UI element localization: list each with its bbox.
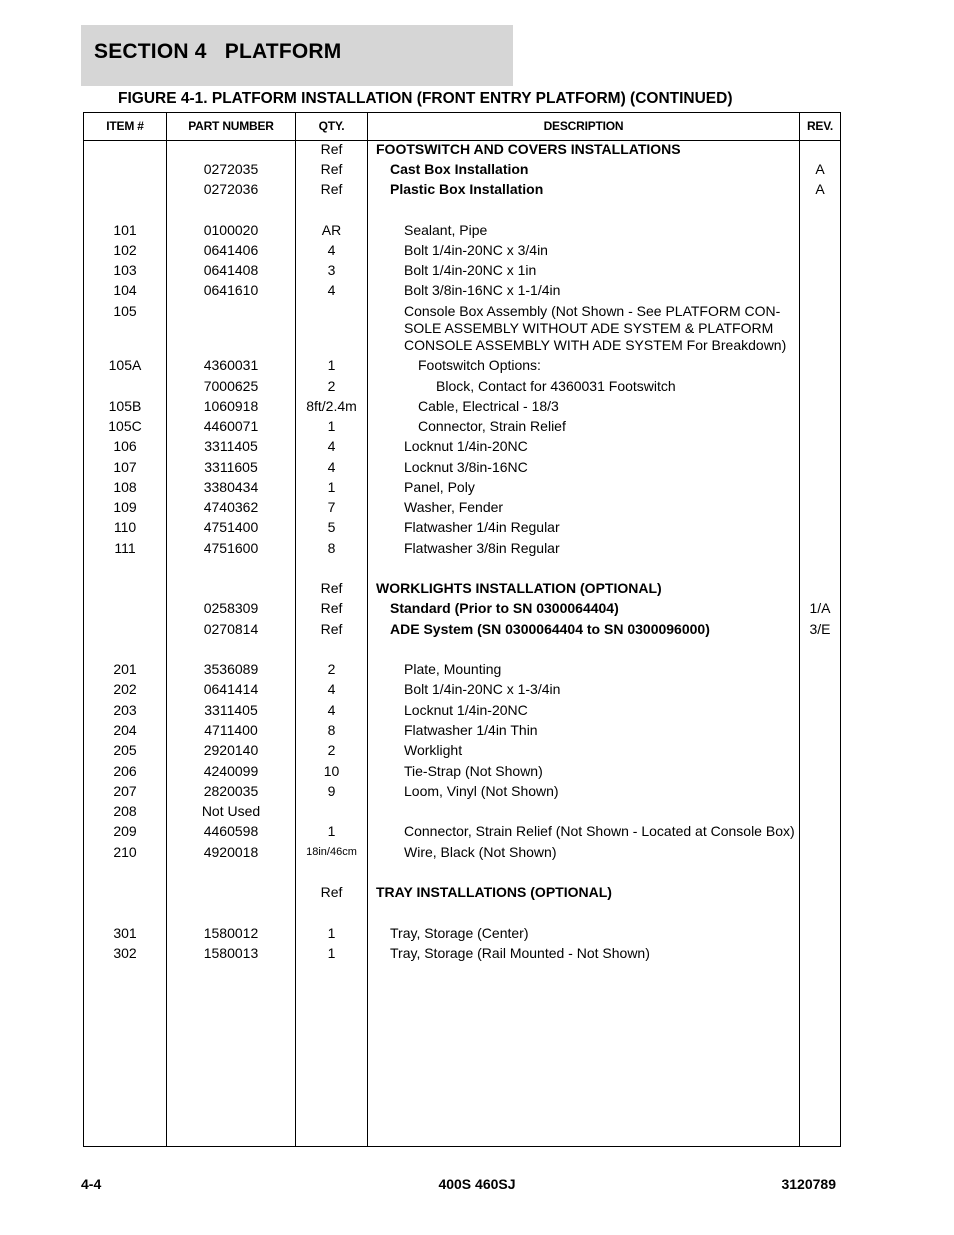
item-number: 210 [113, 844, 137, 860]
description-line: CONSOLE ASSEMBLY WITH ADE SYSTEM For Breakdown) [404, 337, 787, 353]
part-number: 4360031 [203, 357, 259, 373]
part-number: 3536089 [203, 661, 259, 677]
description [372, 742, 830, 759]
quantity: 4 [327, 702, 336, 718]
header-description: DESCRIPTION [543, 119, 624, 133]
page-number: 4-4 [81, 1176, 102, 1192]
part-number: 0100020 [203, 222, 259, 238]
quantity: Ref [320, 600, 343, 616]
description-line: Footswitch Options: [418, 357, 541, 373]
description [372, 181, 816, 198]
quantity: 9 [327, 783, 336, 799]
part-number: 4460598 [203, 823, 259, 839]
description-line: Flatwasher 3/8in Regular [404, 540, 560, 556]
quantity: 8 [327, 722, 336, 738]
part-number: 4460071 [203, 418, 259, 434]
description-line: WORKLIGHTS INSTALLATION (OPTIONAL) [376, 580, 662, 596]
description-line: Console Box Assembly (Not Shown - See PLATFORM CON- [404, 303, 781, 319]
part-number: 3311605 [204, 459, 258, 475]
description-line: Cast Box Installation [390, 161, 529, 177]
document-number: 3120789 [781, 1176, 836, 1192]
description-line: Connector, Strain Relief (Not Shown - Located at Console Box) [404, 823, 795, 839]
part-number: 4920018 [203, 844, 259, 860]
header-item: ITEM # [106, 119, 144, 133]
quantity: 1 [327, 418, 336, 434]
description [372, 519, 830, 536]
description [372, 357, 844, 374]
description [372, 702, 830, 719]
item-number: 206 [113, 763, 137, 779]
quantity: AR [321, 222, 342, 238]
part-number: 4711400 [204, 722, 258, 738]
item-number: 302 [113, 945, 137, 961]
item-number: 202 [113, 681, 137, 697]
figure-title: FIGURE 4-1. PLATFORM INSTALLATION (FRONT ENTRY PLATFORM) (CONTINUED) [118, 90, 733, 107]
revision: A [815, 161, 825, 177]
quantity: 5 [327, 519, 336, 535]
quantity: 2 [327, 378, 336, 394]
item-number: 204 [113, 722, 137, 738]
description-line: Locknut 1/4in-20NC [404, 702, 528, 718]
item-number: 102 [113, 242, 137, 258]
quantity: 8ft/2.4m [306, 398, 357, 414]
item-number: 101 [113, 222, 137, 238]
item-number: 208 [113, 803, 137, 819]
description [372, 600, 816, 617]
quantity: 10 [323, 763, 340, 779]
part-number: 0272036 [203, 181, 259, 197]
item-number: 301 [113, 925, 137, 941]
quantity: 4 [327, 438, 336, 454]
item-number: 209 [113, 823, 137, 839]
description [372, 242, 830, 259]
quantity: Ref [320, 621, 343, 637]
quantity: 1 [327, 925, 336, 941]
description-line: Worklight [404, 742, 463, 758]
item-number: 107 [113, 459, 137, 475]
description-line: Flatwasher 1/4in Regular [404, 519, 560, 535]
item-number: 105 [113, 303, 137, 319]
description [372, 681, 830, 698]
item-number: 105C [108, 418, 142, 434]
description-line: Wire, Black (Not Shown) [404, 844, 557, 860]
description-line: Standard (Prior to SN 0300064404) [390, 600, 619, 616]
description-line: Washer, Fender [404, 499, 504, 515]
description [372, 722, 830, 739]
description [372, 945, 816, 962]
quantity: 1 [327, 479, 336, 495]
item-number: 201 [113, 661, 137, 677]
description-line: SOLE ASSEMBLY WITHOUT ADE SYSTEM & PLATFORM [404, 320, 774, 336]
part-number: 7000625 [203, 378, 259, 394]
description-line: Locknut 1/4in-20NC [404, 438, 528, 454]
item-number: 105A [108, 357, 142, 373]
part-number: 0641414 [203, 681, 259, 697]
quantity: 1 [327, 945, 336, 961]
description-line: Panel, Poly [404, 479, 475, 495]
part-number: 2820035 [203, 783, 259, 799]
description-line: Tray, Storage (Center) [390, 925, 529, 941]
quantity: 2 [327, 661, 336, 677]
description-line: Bolt 1/4in-20NC x 3/4in [404, 242, 548, 258]
quantity: 2 [327, 742, 336, 758]
quantity: 3 [327, 262, 336, 278]
description-line: Locknut 3/8in-16NC [404, 459, 528, 475]
header-qty: QTY. [318, 119, 345, 133]
revision: 1/A [809, 600, 831, 616]
quantity: Ref [320, 580, 343, 596]
description-line: Cable, Electrical - 18/3 [418, 398, 559, 414]
description-line: TRAY INSTALLATIONS (OPTIONAL) [376, 884, 612, 900]
description-line: Tray, Storage (Rail Mounted - Not Shown) [390, 945, 650, 961]
description [372, 661, 830, 678]
quantity: 4 [327, 282, 336, 298]
item-number: 104 [113, 282, 137, 298]
description [372, 884, 802, 901]
description-line: Bolt 3/8in-16NC x 1-1/4in [404, 282, 561, 298]
description [372, 621, 816, 638]
quantity: Ref [320, 141, 343, 157]
description [372, 161, 816, 178]
description-line: ADE System (SN 0300064404 to SN 0300096000) [390, 621, 710, 637]
description-line: Plate, Mounting [404, 661, 502, 677]
quantity: 1 [327, 823, 336, 839]
description [372, 925, 816, 942]
part-number: 0641610 [203, 282, 259, 298]
item-number: 106 [113, 438, 137, 454]
part-number: 3380434 [203, 479, 259, 495]
quantity: 18in/46cm [306, 846, 357, 858]
part-number: 0641408 [203, 262, 259, 278]
part-number: Not Used [201, 803, 261, 819]
description-line: FOOTSWITCH AND COVERS INSTALLATIONS [376, 141, 681, 157]
item-number: 111 [114, 540, 136, 556]
item-number: 203 [113, 702, 137, 718]
part-number: 4240099 [203, 763, 259, 779]
part-number: 1580012 [203, 925, 259, 941]
description [372, 398, 844, 415]
table-header-row [84, 113, 840, 141]
description [372, 262, 830, 279]
item-number: 109 [113, 499, 137, 515]
column-divider [367, 113, 368, 1146]
part-number: 4751600 [203, 540, 259, 556]
quantity: 4 [327, 242, 336, 258]
item-number: 110 [113, 519, 137, 535]
item-number: 205 [113, 742, 137, 758]
part-number: 3311405 [204, 438, 258, 454]
quantity: Ref [320, 161, 343, 177]
part-number: 0258309 [203, 600, 259, 616]
description [372, 823, 830, 840]
quantity: 4 [327, 459, 336, 475]
description [372, 378, 862, 395]
part-number: 2920140 [203, 742, 259, 758]
part-number: 3311405 [204, 702, 258, 718]
description-line: Block, Contact for 4360031 Footswitch [436, 378, 676, 394]
description [372, 418, 844, 435]
item-number: 108 [113, 479, 137, 495]
description [372, 141, 802, 158]
description-line: Plastic Box Installation [390, 181, 544, 197]
description [372, 303, 830, 354]
revision: A [815, 181, 825, 197]
section-title: SECTION 4 PLATFORM [94, 40, 342, 63]
description-line: Loom, Vinyl (Not Shown) [404, 783, 559, 799]
description-line: Bolt 1/4in-20NC x 1in [404, 262, 537, 278]
header-rev: REV. [806, 119, 834, 133]
description [372, 459, 830, 476]
part-number: 1060918 [203, 398, 259, 414]
part-number: 0272035 [203, 161, 259, 177]
description [372, 580, 802, 597]
description [372, 763, 830, 780]
description-line: Tie-Strap (Not Shown) [404, 763, 543, 779]
description [372, 844, 830, 861]
model-name: 400S 460SJ [438, 1176, 516, 1192]
header-part-number: PART NUMBER [188, 119, 274, 133]
quantity: 1 [327, 357, 336, 373]
part-number: 4740362 [203, 499, 259, 515]
description-line: Flatwasher 1/4in Thin [404, 722, 538, 738]
part-number: 1580013 [203, 945, 259, 961]
quantity: Ref [320, 884, 343, 900]
description [372, 783, 830, 800]
item-number: 103 [113, 262, 137, 278]
quantity: 4 [327, 681, 336, 697]
description [372, 479, 830, 496]
description [372, 540, 830, 557]
item-number: 105B [108, 398, 142, 414]
description-line: Sealant, Pipe [404, 222, 488, 238]
description [372, 499, 830, 516]
description-line: Connector, Strain Relief [418, 418, 566, 434]
quantity: 7 [327, 499, 336, 515]
part-number: 0270814 [203, 621, 259, 637]
description [372, 282, 830, 299]
part-number: 4751400 [203, 519, 259, 535]
description [372, 438, 830, 455]
item-number: 207 [113, 783, 137, 799]
part-number: 0641406 [203, 242, 259, 258]
description-line: Bolt 1/4in-20NC x 1-3/4in [404, 681, 561, 697]
quantity: Ref [320, 181, 343, 197]
parts-table [83, 112, 841, 1147]
description [372, 222, 830, 239]
quantity: 8 [327, 540, 336, 556]
revision: 3/E [809, 621, 831, 637]
